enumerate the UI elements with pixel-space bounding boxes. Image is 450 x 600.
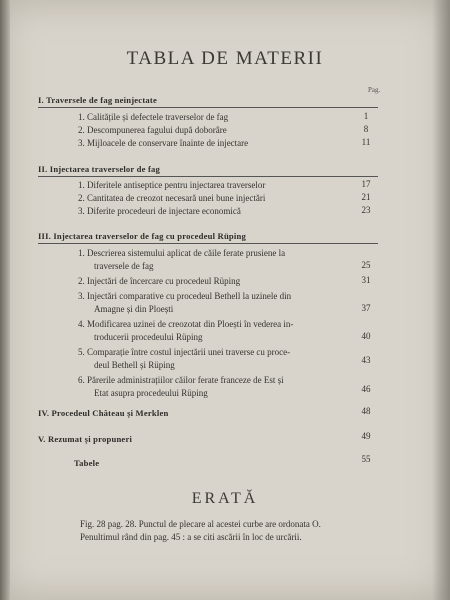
toc-page: 40 <box>361 331 371 341</box>
errata-title: ERATĂ <box>191 490 259 507</box>
toc-entry: 1. Diferitele antiseptice pentru injectarea traverselor <box>78 180 266 190</box>
section-heading-tables: Tabele <box>74 458 100 468</box>
toc-page: 55 <box>361 454 371 464</box>
page-column-header: Pag. <box>368 86 381 94</box>
toc-entry-cont: deul Bethell și Rüping <box>94 360 175 370</box>
page-edge-shadow <box>432 0 450 600</box>
toc-page: 46 <box>361 384 371 394</box>
section-rule <box>38 176 378 177</box>
errata-line: Fig. 28 pag. 28. Punctul de plecare al acestei curbe are ordonata O. <box>80 519 321 529</box>
section-heading-5: V. Rezumat și propuneri <box>38 434 133 444</box>
toc-page: 21 <box>361 192 371 202</box>
toc-entry: 6. Părerile administrațiilor căilor ferate franceze de Est și <box>78 375 284 385</box>
section-heading-2: II. Injectarea traverselor de fag <box>38 164 161 174</box>
section-heading-1: I. Traversele de fag neinjectate <box>38 95 157 105</box>
section-heading-3: III. Injectarea traverselor de fag cu procedeul Rüping <box>38 231 246 241</box>
toc-entry: 3. Diferite procedeuri de injectare economică <box>78 206 241 216</box>
toc-page: 31 <box>361 275 371 285</box>
errata-line: Penultimul rând din pag. 45 : a se citi ascării în loc de urcării. <box>80 532 302 542</box>
toc-entry: 4. Modificarea uzinei de creozotat din Ploești în vederea in- <box>78 319 294 329</box>
toc-page: 25 <box>361 260 371 270</box>
toc-entry-cont: Amagne și din Ploești <box>94 304 174 314</box>
toc-entry: 2. Cantitatea de creozot necesară unei bune injectări <box>78 193 266 203</box>
section-rule <box>38 243 378 244</box>
toc-page: 11 <box>361 137 371 147</box>
toc-entry-cont: Etat asupra procedeului Rüping <box>94 388 208 398</box>
toc-entry: 2. Descompunerea fagului după doborâre <box>78 125 227 135</box>
book-spine-shadow <box>0 0 10 600</box>
toc-entry: 3. Injectări comparative cu procedeul Bethell la uzinele din <box>78 291 292 301</box>
toc-page: 23 <box>361 205 371 215</box>
toc-page: 49 <box>361 431 371 441</box>
toc-entry-cont: troducerii procedeului Rüping <box>94 332 203 342</box>
section-heading-4: IV. Procedeul Château și Merklen <box>38 408 169 418</box>
toc-entry: 3. Mijloacele de conservare înainte de injectare <box>78 138 249 148</box>
toc-entry: 2. Injectări de încercare cu procedeul Rüping <box>78 276 241 286</box>
toc-page: 17 <box>361 179 371 189</box>
toc-entry: 5. Comparație între costul injectării unei traverse cu proce- <box>78 347 291 357</box>
toc-page: 37 <box>361 303 371 313</box>
toc-page: 1 <box>363 111 369 121</box>
toc-entry-cont: traversele de fag <box>94 261 154 271</box>
toc-entry: 1. Descrierea sistemului aplicat de căile ferate prusiene la <box>78 248 286 258</box>
toc-page: 8 <box>363 124 369 134</box>
toc-page: 48 <box>361 406 371 416</box>
toc-entry: 1. Calitățile și defectele traverselor de fag <box>78 112 229 122</box>
toc-page: 43 <box>361 355 371 365</box>
page-title: TABLA DE MATERII <box>126 48 324 69</box>
section-rule <box>38 107 378 108</box>
